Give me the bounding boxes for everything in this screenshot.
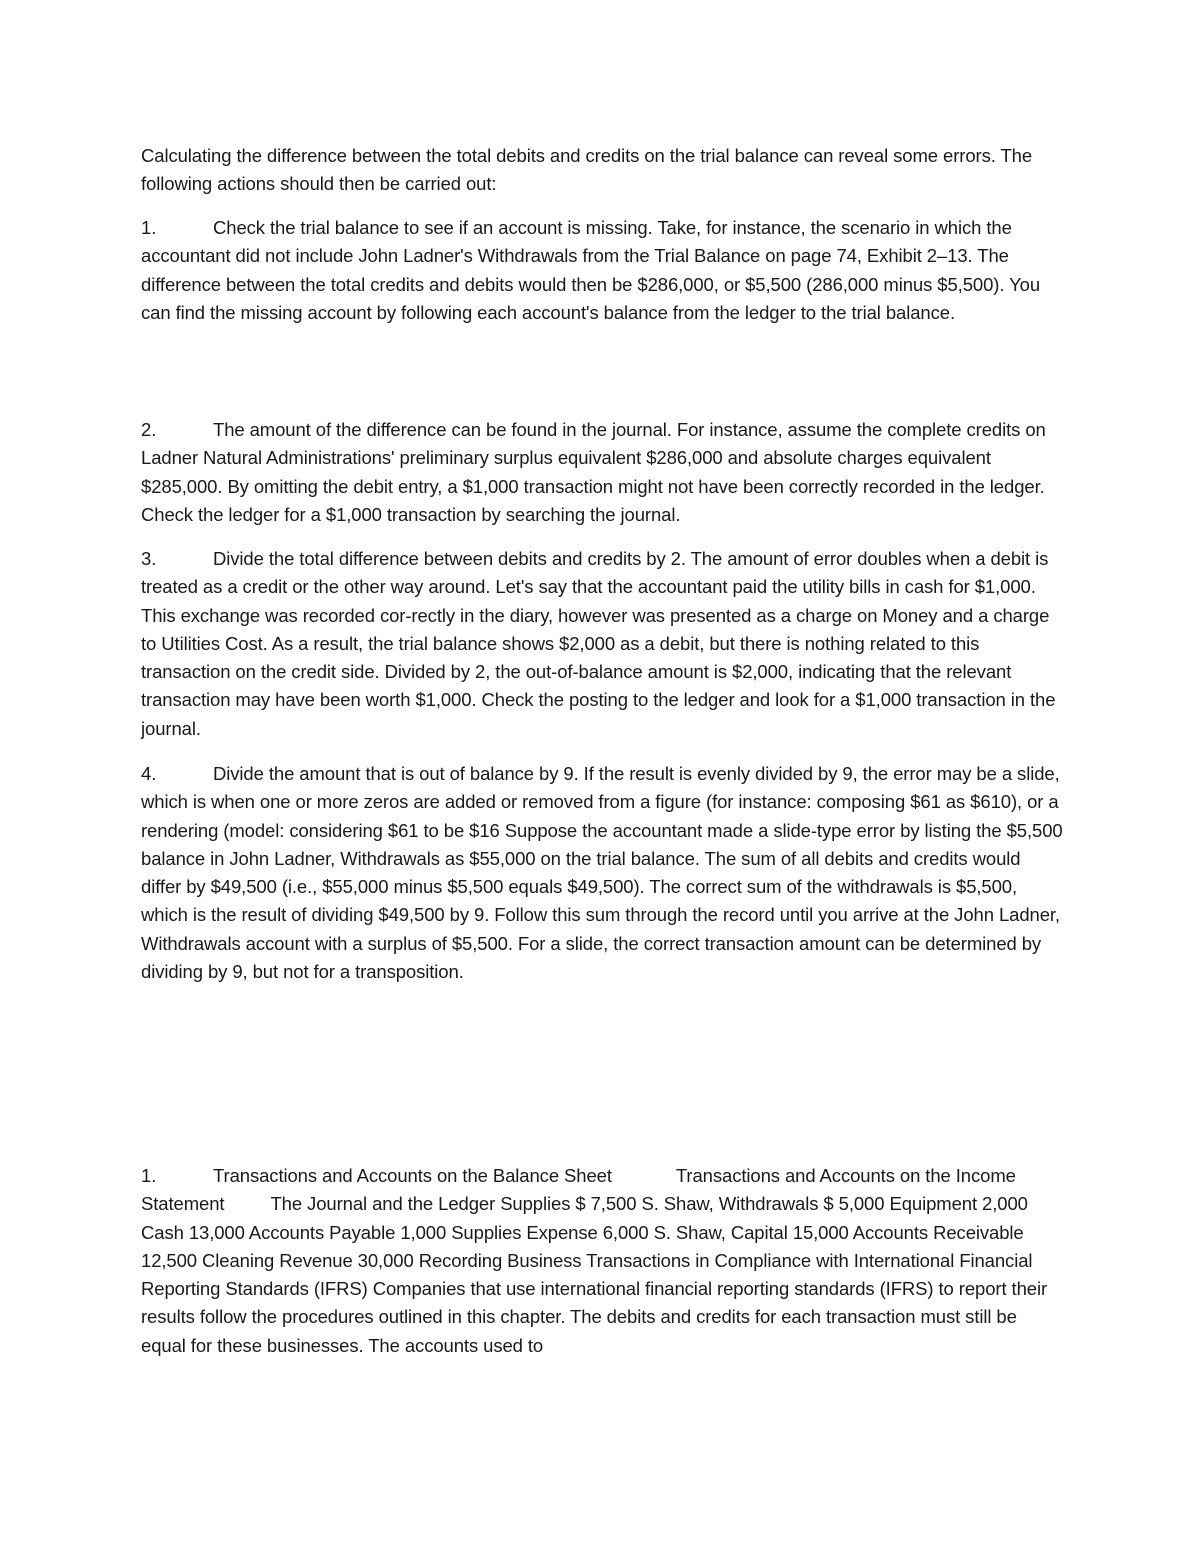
list-item-text: The amount of the difference can be found in the journal. For instance, assume the complete credits on Ladner Natural Administrations' preliminary surplus equivalent $286,000 and absolute charges equivalent $285,000. By omitting the debit entry, a $1,000 transaction might not have been correctly recorded in the ledger. Check the ledger for a $1,000 transaction by searching the journal. xyxy=(141,419,1046,525)
list-item-text: Check the trial balance to see if an account is missing. Take, for instance, the scenario in which the accountant did not include John Ladner's Withdrawals from the Trial Balance on page 74, Exhibit 2–13. The difference between the total credits and debits would then be $286,000, or $5,500 (286,000 minus $5,500). You can find the missing account by following each account's balance from the ledger to the trial balance. xyxy=(141,217,1041,323)
section-heading-balance-sheet: Transactions and Accounts on the Balance Sheet xyxy=(213,1165,612,1186)
list-item-number: 4. xyxy=(141,763,157,784)
list-item xyxy=(141,416,1063,529)
list-item xyxy=(141,760,1063,986)
list-item-number: 3. xyxy=(141,548,157,569)
list-item-number: 1. xyxy=(141,217,157,238)
list-item-number: 1. xyxy=(141,1165,157,1186)
section-heading-journal-ledger: The Journal and the Ledger xyxy=(270,1193,496,1215)
list-item-text: Divide the amount that is out of balance by 9. If the result is evenly divided by 9, the error may be a slide, which is when one or more zeros are added or removed from a figure (for instance: composing $61 as $610), or a rendering (model: considering $61 to be $16 Suppose the accountant made a slide-type error by listing the $5,500 balance in John Ladner, Withdrawals as $55,000 on the trial balance. The sum of all debits and credits would differ by $49,500 (i.e., $55,000 minus $5,500 equals $49,500). The correct sum of the withdrawals is $5,500, which is the result of dividing $49,500 by 9. Follow this sum through the record until you arrive at the John Ladner, Withdrawals account with a surplus of $5,500. For a slide, the correct transaction amount can be determined by dividing by 9, but not for a transposition. xyxy=(141,763,1063,983)
section-heading-income-statement: Transactions and Accounts on the Income Statement xyxy=(141,1165,1016,1215)
list-item xyxy=(141,214,1063,327)
list-item-number: 2. xyxy=(141,419,157,440)
list-item-text: Divide the total difference between debits and credits by 2. The amount of error doubles when a debit is treated as a credit or the other way around. Let's say that the accountant paid the utility bills in cash for $1,000. This exchange was recorded cor-rectly in the diary, however was presented as a charge on Money and a charge to Utilities Cost. As a result, the trial balance shows $2,000 as a debit, but there is nothing related to this transaction on the credit side. Divided by 2, the out-of-balance amount is $2,000, indicating that the relevant transaction may have been worth $1,000. Check the posting to the ledger and look for a $1,000 transaction in the journal. xyxy=(141,548,1056,739)
section-body-text: Supplies $ 7,500 S. Shaw, Withdrawals $ 5,000 Equipment 2,000 Cash 13,000 Accounts Payable 1,000 Supplies Expense 6,000 S. Shaw, Capital 15,000 Accounts Receivable 12,500 Cleaning Revenue 30,000 Recording Business Transactions in Compliance with International Financial Reporting Standards (IFRS) Companies that use international financial reporting standards (IFRS) to report their results follow the procedures outlined in this chapter. The debits and credits for each transaction must still be equal for these businesses. The accounts used to xyxy=(141,1193,1048,1356)
list-item xyxy=(141,545,1063,743)
intro-paragraph: Calculating the difference between the total debits and credits on the trial balance can reveal some errors. The following actions should then be carried out: xyxy=(141,145,1033,195)
second-section-item xyxy=(141,1162,1063,1360)
